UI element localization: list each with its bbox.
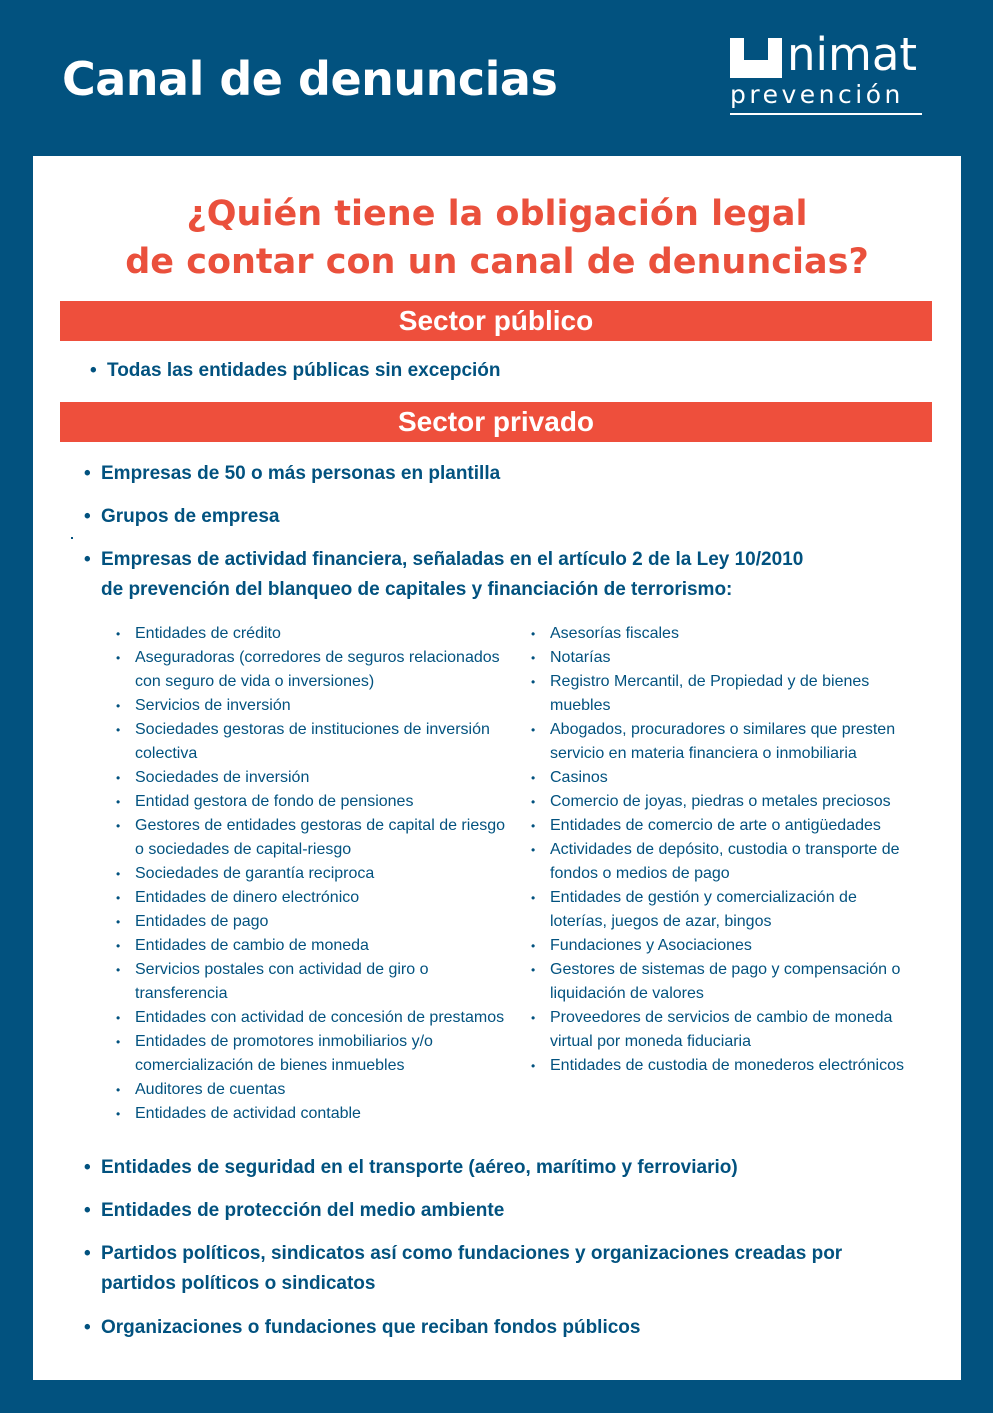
private-item-text: Empresas de 50 o más personas en plantilla xyxy=(101,463,501,484)
list-item: • Entidades de promotores inmobiliarios y/o xyxy=(135,1030,505,1054)
logo-subtitle: prevención xyxy=(730,80,904,109)
list-item-continuation: muebles xyxy=(550,697,611,714)
bullet-icon: • xyxy=(84,506,91,527)
bullet-icon: • xyxy=(84,1157,91,1178)
list-item: • Entidades de comercio de arte o antigüedades xyxy=(550,814,904,838)
private-item-employees xyxy=(84,459,501,489)
list-item-continuation: colectiva xyxy=(135,745,198,762)
list-item: • Fundaciones y Asociaciones xyxy=(550,934,904,958)
list-item: • Aseguradoras (corredores de seguros relacionados xyxy=(135,646,505,670)
private-item-public-funds xyxy=(84,1313,641,1343)
list-item-continuation: fondos o medios de pago xyxy=(550,865,730,882)
bullet-icon: • xyxy=(84,463,91,484)
private-item-text: Entidades de protección del medio ambiente xyxy=(101,1200,505,1221)
private-item-groups xyxy=(84,502,280,532)
list-item: • Entidades de actividad contable xyxy=(135,1102,505,1126)
list-item: • Entidades de dinero electrónico xyxy=(135,886,505,910)
financial-list-left xyxy=(135,622,505,1126)
list-item: • Sociedades de garantía reciproca xyxy=(135,862,505,886)
list-item: • Servicios de inversión xyxy=(135,694,505,718)
list-item: • Asesorías fiscales xyxy=(550,622,904,646)
list-item: • Entidades con actividad de concesión de prestamos xyxy=(135,1006,505,1030)
question-line-1: ¿Quién tiene la obligación legal xyxy=(186,194,808,234)
private-sector-header: Sector privado xyxy=(60,402,932,442)
bullet-icon: • xyxy=(84,549,91,570)
list-item: • Abogados, procuradores o similares que presten xyxy=(550,718,904,742)
list-item: • Casinos xyxy=(550,766,904,790)
list-item-continuation: o sociedades de capital-riesgo xyxy=(135,841,352,858)
private-item-text: Grupos de empresa xyxy=(101,506,280,527)
stray-dot xyxy=(71,537,73,539)
list-item: • Entidades de cambio de moneda xyxy=(135,934,505,958)
nimat-logo xyxy=(730,28,922,118)
list-item-continuation: loterías, juegos de azar, bingos xyxy=(550,913,772,930)
list-item-continuation: virtual por moneda fiduciaria xyxy=(550,1033,751,1050)
list-item: • Entidades de custodia de monederos electrónicos xyxy=(550,1054,904,1078)
list-item: • Sociedades de inversión xyxy=(135,766,505,790)
question-line-2: de contar con un canal de denuncias? xyxy=(125,242,869,282)
list-item: • Proveedores de servicios de cambio de moneda xyxy=(550,1006,904,1030)
private-item-transport xyxy=(84,1153,738,1183)
private-item-text: Organizaciones o fundaciones que reciban fondos públicos xyxy=(101,1317,641,1338)
main-question xyxy=(33,190,961,286)
parties-line-2: partidos políticos o sindicatos xyxy=(101,1273,376,1294)
list-item: • Gestores de sistemas de pago y compensación o xyxy=(550,958,904,982)
list-item-continuation: comercialización de bienes inmuebles xyxy=(135,1057,405,1074)
list-item: • Gestores de entidades gestoras de capital de riesgo xyxy=(135,814,505,838)
list-item: • Sociedades gestoras de instituciones de inversión xyxy=(135,718,505,742)
private-item-financial xyxy=(84,545,804,605)
list-item: • Entidad gestora de fondo de pensiones xyxy=(135,790,505,814)
list-item: • Notarías xyxy=(550,646,904,670)
bullet-icon: • xyxy=(84,1243,91,1264)
content-card xyxy=(33,156,961,1380)
financial-line-1: Empresas de actividad financiera, señaladas en el artículo 2 de la Ley 10/2010 xyxy=(101,549,804,570)
list-item: • Entidades de pago xyxy=(135,910,505,934)
list-item-continuation: liquidación de valores xyxy=(550,985,704,1002)
financial-line-2: de prevención del blanqueo de capitales y financiación de terrorismo: xyxy=(101,579,733,600)
list-item-continuation: con seguro de vida o inversiones) xyxy=(135,673,375,690)
private-item-environment xyxy=(84,1196,505,1226)
logo-mark-icon xyxy=(730,38,782,78)
public-sector-item-text: Todas las entidades públicas sin excepción xyxy=(107,360,501,381)
logo-word: nimat xyxy=(787,28,918,81)
list-item: • Registro Mercantil, de Propiedad y de bienes xyxy=(550,670,904,694)
list-item: • Actividades de depósito, custodia o transporte de xyxy=(550,838,904,862)
private-item-parties xyxy=(84,1239,843,1299)
list-item: • Servicios postales con actividad de giro o xyxy=(135,958,505,982)
bullet-icon: • xyxy=(84,1200,91,1221)
public-sector-header: Sector público xyxy=(60,301,932,341)
bullet-icon: • xyxy=(84,1317,91,1338)
bullet-icon: • xyxy=(90,360,97,381)
list-item-continuation: transferencia xyxy=(135,985,228,1002)
list-item-continuation: servicio en materia financiera o inmobiliaria xyxy=(550,745,857,762)
list-item: • Entidades de crédito xyxy=(135,622,505,646)
list-item: • Auditores de cuentas xyxy=(135,1078,505,1102)
list-item: • Comercio de joyas, piedras o metales preciosos xyxy=(550,790,904,814)
page-title: Canal de denuncias xyxy=(62,52,558,106)
parties-line-1: Partidos políticos, sindicatos así como fundaciones y organizaciones creadas por xyxy=(101,1243,843,1264)
private-item-text: Entidades de seguridad en el transporte (aéreo, marítimo y ferroviario) xyxy=(101,1157,738,1178)
public-sector-item xyxy=(90,356,501,386)
financial-list-right xyxy=(550,622,904,1078)
logo-underline xyxy=(730,113,922,115)
list-item: • Entidades de gestión y comercialización de xyxy=(550,886,904,910)
